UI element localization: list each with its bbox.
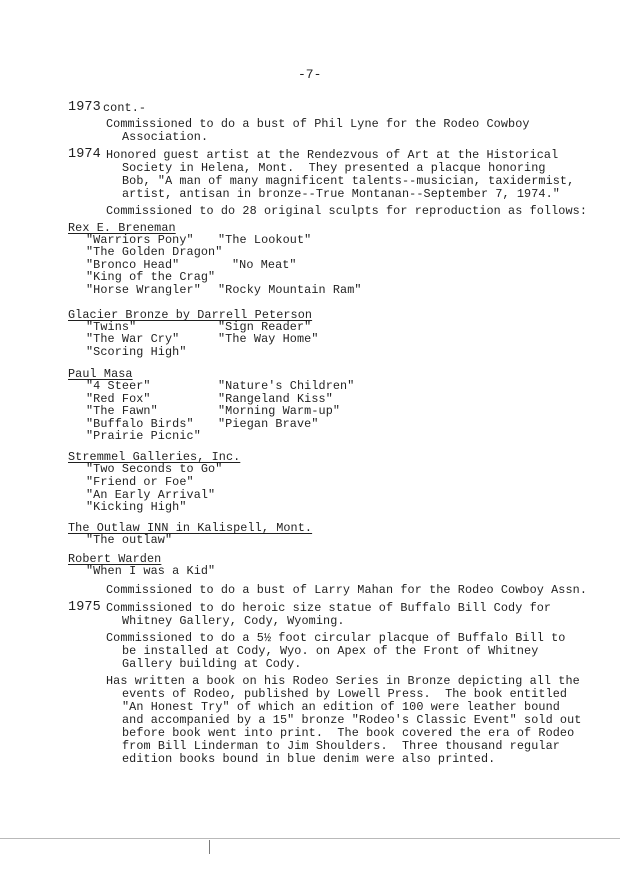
section-header: The Outlaw INN in Kalispell, Mont. <box>68 521 313 535</box>
section-header: Robert Warden <box>68 552 162 566</box>
text-line: from Bill Linderman to Jim Shoulders. Three thousand regular <box>122 739 560 753</box>
year-1974: 1974 <box>68 147 101 162</box>
text-line: "An Honest Try" of which an edition of 100 were leather bound <box>122 700 560 714</box>
sculpt-title: "Scoring High" <box>86 345 187 359</box>
text-line: Gallery building at Cody. <box>122 657 302 671</box>
sculpt-title: "Sign Reader" <box>218 320 312 334</box>
text-line: Commissioned to do a bust of Larry Mahan for the Rodeo Cowboy Assn. <box>106 583 588 597</box>
text-line: Society in Helena, Mont. They presented a placque honoring <box>122 161 546 175</box>
sculpt-title: "The Golden Dragon" <box>86 245 223 259</box>
sculpt-title: "4 Steer" <box>86 379 151 393</box>
sculpt-title: "An Early Arrival" <box>86 488 216 502</box>
text-line: be installed at Cody, Wyo. on Apex of the Front of Whitney <box>122 644 539 658</box>
sculpt-title: "The Fawn" <box>86 404 158 418</box>
sculpt-title: "Kicking High" <box>86 500 187 514</box>
text-line: cont.- <box>103 101 147 115</box>
sculpt-title: "Nature's Children" <box>218 379 355 393</box>
sculpt-title: "When I was a Kid" <box>86 564 216 578</box>
sculpt-title: "Morning Warm-up" <box>218 404 341 418</box>
text-line: Commissioned to do a 5½ foot circular placque of Buffalo Bill to <box>106 631 566 645</box>
page-number: -7- <box>298 67 322 82</box>
text-line: and accompanied by a 15" bronze "Rodeo's Classic Event" sold out <box>122 713 582 727</box>
sculpt-title: "Prairie Picnic" <box>86 429 201 443</box>
text-line: events of Rodeo, published by Lowell Press. The book entitled <box>122 687 568 701</box>
sculpt-title: "Friend or Foe" <box>86 475 194 489</box>
sculpt-title: "King of the Crag" <box>86 270 216 284</box>
text-line: edition books bound in blue denim were also printed. <box>122 752 496 766</box>
year-1973: 1973 <box>68 100 101 115</box>
sculpt-title: "No Meat" <box>232 258 297 272</box>
page-bottom-rule <box>0 838 620 839</box>
text-line: artist, antisan in bronze--True Montanan--September 7, 1974." <box>122 187 560 201</box>
sculpt-title: "The Lookout" <box>218 233 312 247</box>
text-line: Honored guest artist at the Rendezvous of Art at the Historical <box>106 148 559 162</box>
sculpt-title: "Twins" <box>86 320 137 334</box>
text-line: before book went into print. The book covered the era of Rodeo <box>122 726 575 740</box>
section-header: Rex E. Breneman <box>68 221 176 235</box>
sculpt-title: "Rangeland Kiss" <box>218 392 333 406</box>
sculpt-title: "Buffalo Birds" <box>86 417 194 431</box>
section-header: Paul Masa <box>68 367 133 381</box>
text-line: Commissioned to do a bust of Phil Lyne for the Rodeo Cowboy <box>106 117 530 131</box>
sculpt-title: "Two Seconds to Go" <box>86 462 223 476</box>
sculpt-title: "Red Fox" <box>86 392 151 406</box>
sculpt-title: "The Way Home" <box>218 332 319 346</box>
sculpt-title: "Piegan Brave" <box>218 417 319 431</box>
sculpt-title: "The outlaw" <box>86 533 173 547</box>
text-line: Bob, "A man of many magnificent talents--musician, taxidermist, <box>122 174 575 188</box>
sculpt-title: "Horse Wrangler" <box>86 283 201 297</box>
text-line: Commissioned to do 28 original sculpts for reproduction as follows: <box>106 204 588 218</box>
sculpt-title: "Rocky Mountain Ram" <box>218 283 362 297</box>
year-1975: 1975 <box>68 600 101 615</box>
text-line: Has written a book on his Rodeo Series in Bronze depicting all the <box>106 674 580 688</box>
text-line: Commissioned to do heroic size statue of Buffalo Bill Cody for <box>106 601 552 615</box>
section-header: Glacier Bronze by Darrell Peterson <box>68 308 313 322</box>
page-bottom-mark <box>209 840 210 854</box>
sculpt-title: "The War Cry" <box>86 332 180 346</box>
sculpt-title: "Bronco Head" <box>86 258 180 272</box>
section-header: Stremmel Galleries, Inc. <box>68 450 241 464</box>
text-line: Association. <box>122 130 209 144</box>
text-line: Whitney Gallery, Cody, Wyoming. <box>122 614 345 628</box>
sculpt-title: "Warriors Pony" <box>86 233 194 247</box>
